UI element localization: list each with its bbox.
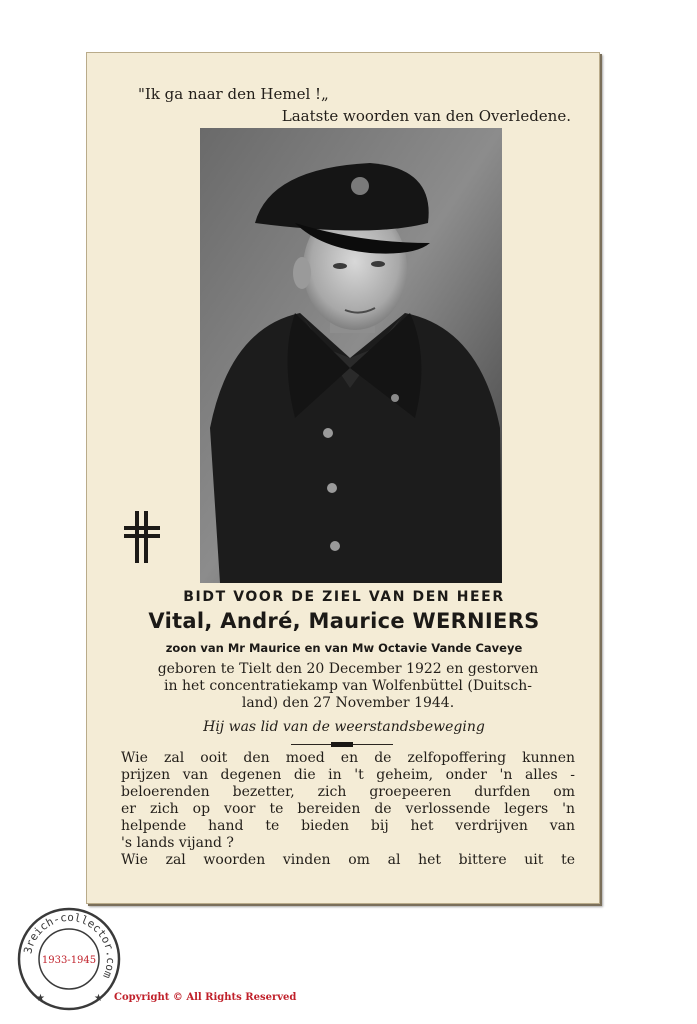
stamp-ring-text: 3reich-collector.com [21, 910, 118, 981]
collector-stamp [16, 906, 122, 1012]
paragraph-line: prijzen van degenen die in 't geheim, onder 'n alles - [121, 767, 575, 783]
paragraph-line: Wie zal ooit den moed en de zelfopoffering kunnen [121, 750, 575, 766]
birth-line: in het concentratiekamp van Wolfenbüttel (Duitsch- [164, 678, 532, 694]
divider-ornament [291, 743, 393, 746]
tribute-paragraph [121, 750, 575, 869]
paragraph-line: 's lands vijand ? [121, 835, 234, 851]
resistance-line: Hij was lid van de weerstandsbeweging [203, 719, 485, 735]
paragraph-line: helpende hand te bieden bij het verdrijven van [121, 818, 575, 834]
memorial-card [86, 52, 600, 904]
cross-icon [124, 511, 160, 563]
birth-line: land) den 27 November 1944. [241, 695, 455, 711]
last-words-quote: "Ik ga naar den Hemel !„ [138, 85, 329, 103]
paragraph-line: beloerenden bezetter, zich groepeeren durfden om [121, 784, 575, 800]
svg-text:★: ★ [94, 993, 103, 1004]
deceased-name: Vital, André, Maurice WERNIERS [148, 609, 540, 633]
quote-attribution: Laatste woorden van den Overledene. [281, 107, 571, 125]
parents-line: zoon van Mr Maurice en van Mw Octavie Vande Caveye [165, 641, 523, 655]
paragraph-line: Wie zal woorden vinden om al het bittere uit te [121, 852, 575, 868]
stamp-years: 1933-1945 [41, 955, 97, 966]
birth-line: geboren te Tielt den 20 December 1922 en gestorven [157, 661, 539, 677]
svg-text:★: ★ [36, 993, 45, 1004]
paragraph-line: er zich op voor te bereiden de verlossende legers 'n [121, 801, 575, 817]
birth-death-text [121, 661, 575, 712]
portrait-photo [200, 128, 502, 583]
prayer-heading: BIDT VOOR DE ZIEL VAN DEN HEER [183, 589, 505, 605]
copyright-notice: Copyright © All Rights Reserved [114, 992, 297, 1003]
